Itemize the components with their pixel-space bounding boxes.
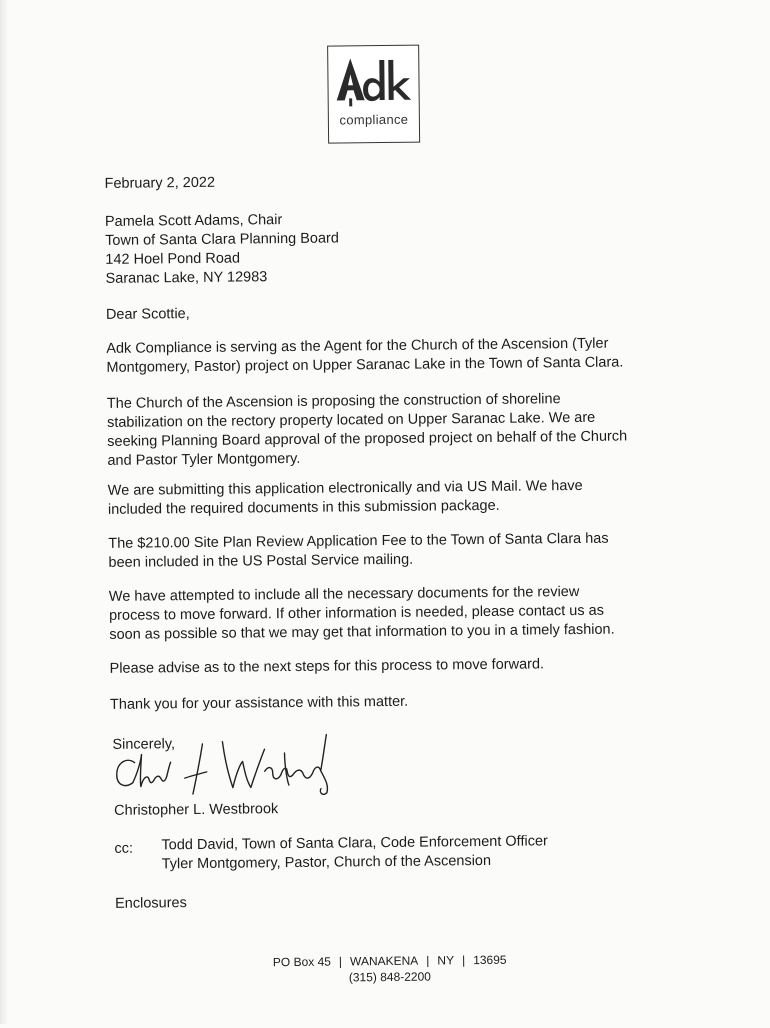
- letter-date: February 2, 2022: [104, 174, 216, 192]
- signer-name: Christopher L. Westbrook: [114, 801, 279, 819]
- body-line: We are submitting this application electronically and via US Mail. We have: [107, 477, 583, 499]
- body-line: Adk Compliance is serving as the Agent for the Church of the Ascension (Tyler: [106, 335, 609, 357]
- footer-city: WANAKENA: [349, 953, 419, 969]
- body-line: Thank you for your assistance with this matter.: [109, 693, 409, 713]
- body-line: been included in the US Postal Service mailing.: [108, 551, 414, 571]
- body-paragraph: [108, 529, 668, 573]
- body-line: The Church of the Ascension is proposing the construction of shoreline: [106, 391, 561, 412]
- salutation: Dear Scottie,: [105, 306, 190, 323]
- footer-state: NY: [437, 953, 455, 968]
- body-line: We have attempted to include all the necessary documents for the review: [108, 583, 580, 605]
- body-line: and Pastor Tyler Montgomery.: [107, 450, 301, 469]
- footer-phone: (315) 848-2200: [348, 969, 431, 985]
- body-line: stabilization on the rectory property located on Upper Saranac Lake. We are: [106, 409, 596, 431]
- footer-zip: 13695: [473, 952, 507, 968]
- cc-recipient: Tyler Montgomery, Pastor, Church of the Ascension: [161, 852, 492, 873]
- body-line: Please advise as to the next steps for this process to move forward.: [109, 656, 545, 677]
- body-paragraph: [110, 690, 670, 715]
- logo-tagline: compliance: [339, 111, 409, 128]
- recipient-line: Saranac Lake, NY 12983: [105, 269, 268, 287]
- footer-separator: |: [426, 953, 430, 968]
- cc-label: cc:: [114, 840, 134, 857]
- body-line: The $210.00 Site Plan Review Application Fee to the Town of Santa Clara has: [108, 530, 609, 552]
- body-line: seeking Planning Board approval of the proposed project on behalf of the Church: [107, 428, 628, 450]
- adk-logo-mark: [332, 52, 417, 109]
- body-line: included the required documents in this submission package.: [107, 497, 500, 518]
- body-paragraph: [107, 389, 668, 471]
- company-logo: [327, 45, 420, 144]
- body-line: process to move forward. If other information is needed, please contact us as: [108, 602, 605, 624]
- recipient-line: Town of Santa Clara Planning Board: [105, 230, 339, 249]
- body-line: soon as possible so that we may get that information to you in a timely fashion.: [109, 621, 615, 643]
- body-paragraph: [109, 582, 670, 645]
- enclosures-note: Enclosures: [115, 895, 187, 912]
- body-paragraph: [108, 476, 668, 520]
- footer-po-box: PO Box 45: [272, 954, 331, 970]
- body-paragraph: [106, 334, 666, 378]
- body-line: Montgomery, Pastor) project on Upper Saranac Lake in the Town of Santa Clara.: [106, 354, 624, 376]
- recipient-line: 142 Hoel Pond Road: [105, 250, 241, 268]
- closing: Sincerely,: [112, 736, 176, 753]
- footer-separator: |: [461, 953, 466, 968]
- body-paragraph: [110, 654, 670, 679]
- cc-recipient: Todd David, Town of Santa Clara, Code Enforcement Officer: [161, 833, 548, 854]
- footer-separator: |: [338, 954, 343, 969]
- handwritten-signature: [114, 730, 345, 804]
- recipient-line: Pamela Scott Adams, Chair: [104, 212, 283, 230]
